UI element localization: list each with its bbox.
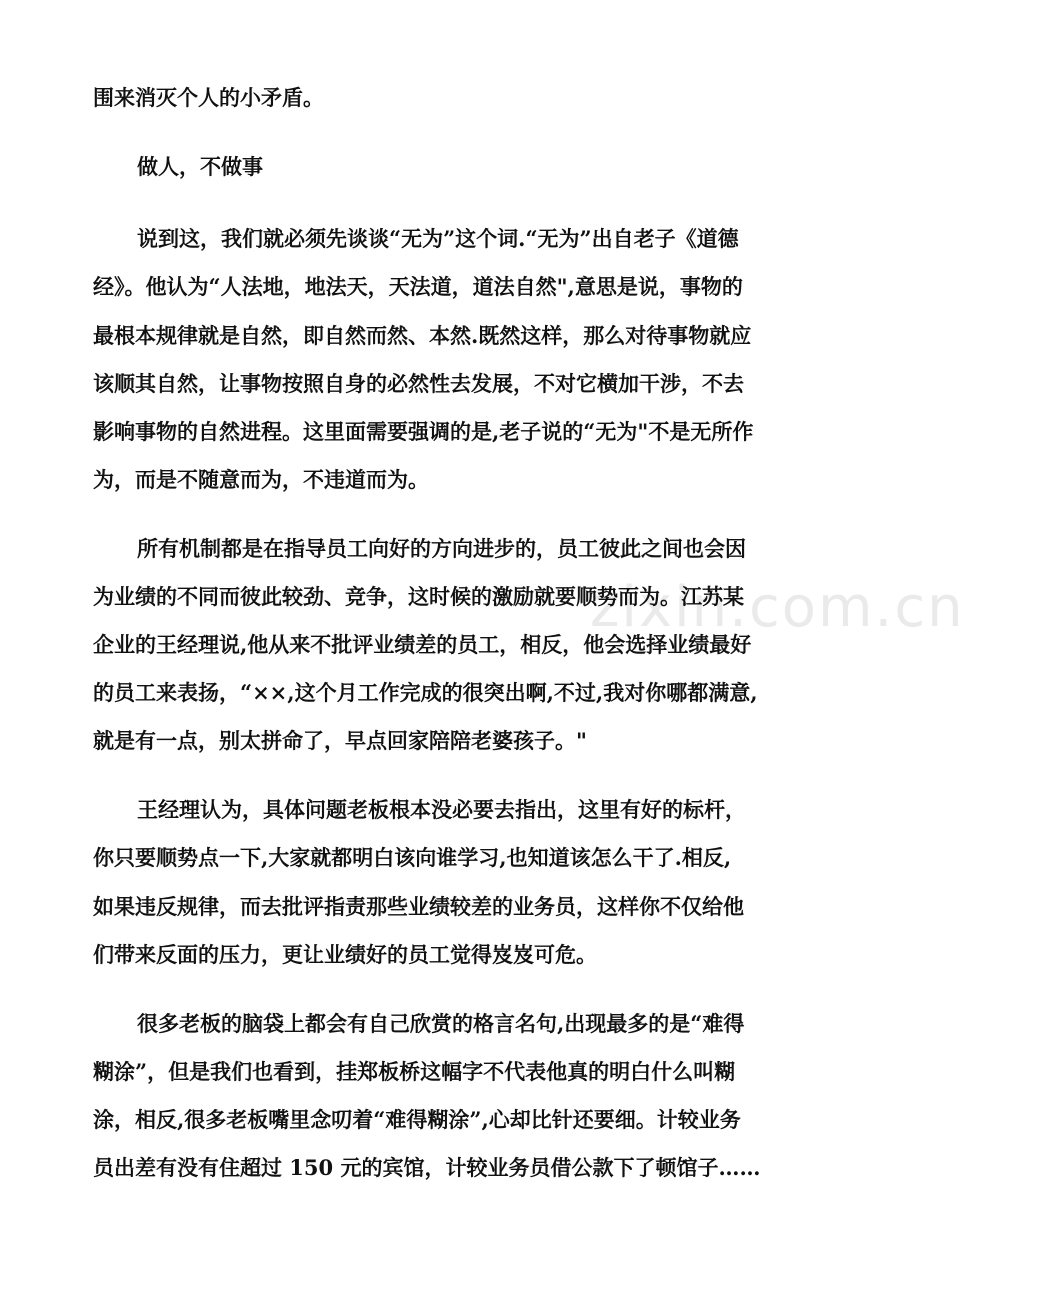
- paragraph-2-line-1: 说到这，我们就必须先谈谈“无为”这个词.“无为”出自老子《道德: [137, 226, 739, 251]
- paragraph-5-line-3: 涂，相反,很多老板嘴里念叨着“难得糊涂”,心却比针还要细。计较业务: [93, 1107, 741, 1132]
- section-heading: 做人，不做事: [137, 154, 263, 179]
- paragraph-2-line-6: 为，而是不随意而为，不违道而为。: [93, 467, 429, 492]
- paragraph-4-line-1: 王经理认为，具体问题老板根本没必要去指出，这里有好的标杆，: [137, 797, 746, 822]
- paragraph-3-line-4: 的员工来表扬，“××,这个月工作完成的很突出啊,不过,我对你哪都满意,: [93, 680, 758, 705]
- paragraph-2-line-5: 影响事物的自然进程。这里面需要强调的是,老子说的“无为"不是无所作: [93, 419, 754, 444]
- paragraph-1-line-1: 围来消灭个人的小矛盾。: [93, 85, 324, 110]
- paragraph-5-line-4: 员出差有没有住超过 150 元的宾馆，计较业务员借公款下了顿馆子……: [93, 1155, 761, 1180]
- paragraph-3-line-5: 就是有一点，别太拼命了，早点回家陪陪老婆孩子。": [93, 728, 587, 753]
- paragraph-5-line-2: 糊涂”，但是我们也看到，挂郑板桥这幅字不代表他真的明白什么叫糊: [93, 1059, 736, 1084]
- paragraph-3-line-1: 所有机制都是在指导员工向好的方向进步的，员工彼此之间也会因: [137, 536, 746, 561]
- paragraph-4-line-3: 如果违反规律，而去批评指责那些业绩较差的业务员，这样你不仅给他: [93, 894, 744, 919]
- paragraph-3-line-3: 企业的王经理说,他从来不批评业绩差的员工，相反，他会选择业绩最好: [93, 632, 752, 657]
- paragraph-4-line-4: 们带来反面的压力，更让业绩好的员工觉得岌岌可危。: [93, 942, 597, 967]
- paragraph-2-line-2: 经》。他认为“人法地，地法天，天法道，道法自然",意思是说，事物的: [93, 274, 743, 299]
- paragraph-3-line-2: 为业绩的不同而彼此较劲、竞争，这时候的激励就要顺势而为。江苏某: [93, 584, 744, 609]
- paragraph-4-line-2: 你只要顺势点一下,大家就都明白该向谁学习,也知道该怎么干了.相反,: [93, 845, 732, 870]
- watermark: zixin.com.cn: [590, 575, 965, 640]
- paragraph-5-line-1: 很多老板的脑袋上都会有自己欣赏的格言名句,出现最多的是“难得: [137, 1011, 745, 1036]
- paragraph-2-line-3: 最根本规律就是自然，即自然而然、本然.既然这样，那么对待事物就应: [93, 323, 752, 348]
- paragraph-2-line-4: 该顺其自然，让事物按照自身的必然性去发展，不对它横加干涉，不去: [93, 371, 744, 396]
